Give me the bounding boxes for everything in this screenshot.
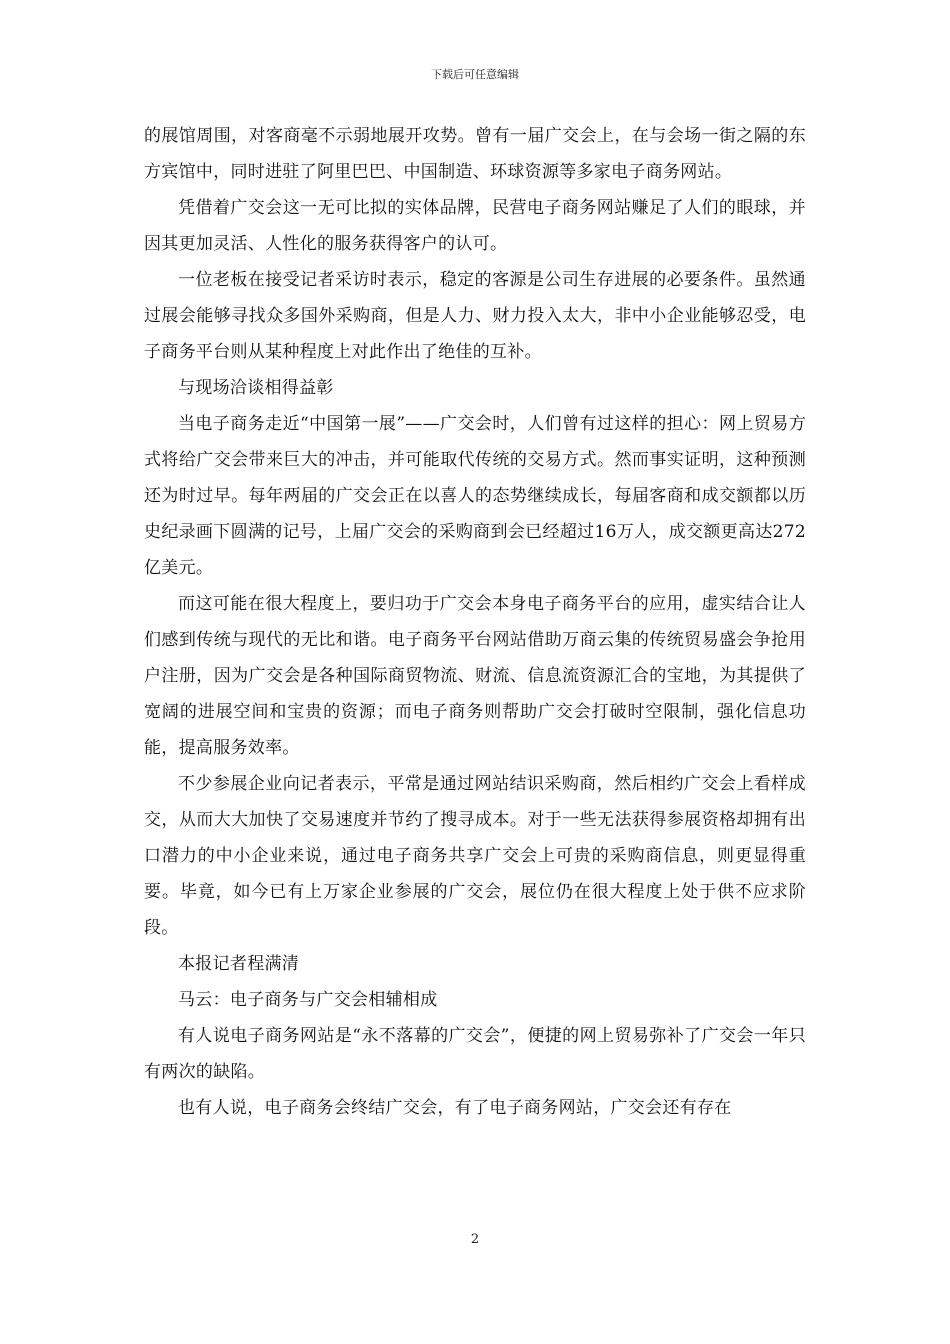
section-heading: 与现场洽谈相得益彰 <box>178 378 334 398</box>
byline: 本报记者程满清 <box>178 954 300 974</box>
paragraph: 有人说电子商务网站是“永不落幕的广交会”，便捷的网上贸易弥补了广交会一年只有两次的缺陷。 <box>144 1026 806 1082</box>
paragraph: 当电子商务走近“中国第一展”——广交会时，人们曾有过这样的担心：网上贸易方式将给广交会带来巨大的冲击，并可能取代传统的交易方式。然而事实证明，这种预测还为时过早。每年两届的广交会正在以喜人的态势继续成长，每届客商和成交额都以历史纪录画下圆满的记号，上届广交会的采购商到会已经超过16万人，成交额更高达272亿美元。 <box>144 414 806 578</box>
paragraph: 凭借着广交会这一无可比拟的实体品牌，民营电子商务网站赚足了人们的眼球，并因其更加灵活、人性化的服务获得客户的认可。 <box>144 198 806 254</box>
section-heading: 马云：电子商务与广交会相辅相成 <box>178 990 438 1010</box>
document-body <box>144 118 806 1126</box>
paragraph: 而这可能在很大程度上，要归功于广交会本身电子商务平台的应用，虚实结合让人们感到传统与现代的无比和谐。电子商务平台网站借助万商云集的传统贸易盛会争抢用户注册，因为广交会是各种国际商贸物流、财流、信息流资源汇合的宝地，为其提供了宽阔的进展空间和宝贵的资源；而电子商务则帮助广交会打破时空限制，强化信息功能，提高服务效率。 <box>144 594 806 758</box>
paragraph: 也有人说，电子商务会终结广交会，有了电子商务网站，广交会还有存在 <box>178 1098 732 1118</box>
paragraph: 不少参展企业向记者表示，平常是通过网站结识采购商，然后相约广交会上看样成交，从而大大加快了交易速度并节约了搜寻成本。对于一些无法获得参展资格却拥有出口潜力的中小企业来说，通过电子商务共享广交会上可贵的采购商信息，则更显得重要。毕竟，如今已有上万家企业参展的广交会，展位仍在很大程度上处于供不应求阶段。 <box>144 774 806 938</box>
paragraph: 一位老板在接受记者采访时表示，稳定的客源是公司生存进展的必要条件。虽然通过展会能够寻找众多国外采购商，但是人力、财力投入太大，非中小企业能够忍受，电子商务平台则从某种程度上对此作出了绝佳的互补。 <box>144 270 806 362</box>
page-number: 2 <box>470 1232 480 1247</box>
paragraph-continued: 的展馆周围，对客商毫不示弱地展开攻势。曾有一届广交会上，在与会场一街之隔的东方宾馆中，同时进驻了阿里巴巴、中国制造、环球资源等多家电子商务网站。 <box>144 126 806 182</box>
page-header: 下载后可任意编辑 <box>431 68 519 81</box>
